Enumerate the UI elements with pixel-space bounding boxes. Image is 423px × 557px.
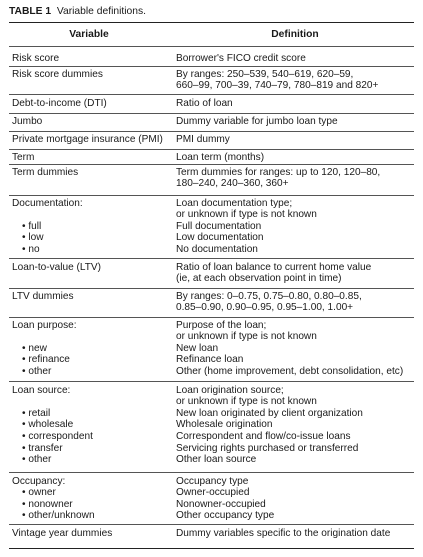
definition-cell: Purpose of the loan;	[176, 319, 267, 331]
row-separator	[9, 164, 414, 165]
definition-cell: Occupancy type	[176, 475, 249, 487]
definition-cell: Other (home improvement, debt consolidation, etc)	[176, 365, 404, 377]
variable-cell: • other	[22, 454, 52, 466]
column-header-definition: Definition	[271, 29, 319, 40]
definition-cell: Dummy variable for jumbo loan type	[176, 115, 338, 127]
definition-cell: Full documentation	[176, 220, 262, 232]
variable-cell: • owner	[22, 487, 56, 499]
variable-cell: Loan-to-value (LTV)	[12, 261, 102, 273]
variable-cell: Jumbo	[12, 115, 43, 127]
definition-cell: Correspondent and flow/co-issue loans	[176, 430, 351, 442]
row-separator	[9, 317, 414, 318]
column-header-variable: Variable	[69, 29, 109, 40]
top-rule	[9, 22, 414, 23]
variable-cell: • other/unknown	[22, 510, 95, 522]
variable-cell: Loan purpose:	[12, 319, 77, 331]
definition-cell: No documentation	[176, 243, 258, 255]
header-rule	[9, 46, 414, 47]
variable-cell: Vintage year dummies	[12, 527, 113, 539]
definition-cell: Other occupancy type	[176, 510, 275, 522]
variable-cell: Risk score dummies	[12, 68, 103, 80]
definition-cell: Owner-occupied	[176, 487, 250, 499]
row-separator	[9, 113, 414, 114]
variable-cell: Loan source:	[12, 384, 71, 396]
row-separator	[9, 288, 414, 289]
variable-cell: • nonowner	[22, 498, 73, 510]
variable-cell: Risk score	[12, 52, 60, 64]
definition-cell: or unknown if type is not known	[176, 209, 317, 221]
row-separator	[9, 472, 414, 473]
row-separator	[9, 195, 414, 196]
definition-cell: Loan term (months)	[176, 151, 265, 163]
variable-cell: • retail	[22, 407, 51, 419]
table-title: Variable definitions.	[56, 6, 146, 17]
variable-cell: Term	[12, 151, 35, 163]
variable-cell: • low	[22, 232, 44, 244]
variable-cell: • transfer	[22, 442, 63, 454]
table-caption	[9, 6, 146, 17]
definition-cell: 0.85–0.90, 0.90–0.95, 0.95–1.00, 1.00+	[176, 302, 354, 314]
definition-cell: New loan originated by client organization	[176, 407, 363, 419]
row-separator	[9, 524, 414, 525]
variable-cell: Documentation:	[12, 197, 83, 209]
variable-cell: • full	[22, 220, 42, 232]
definition-cell: Ratio of loan balance to current home value	[176, 261, 372, 273]
definition-cell: Nonowner-occupied	[176, 498, 266, 510]
definition-cell: 660–99, 700–39, 740–79, 780–819 and 820+	[176, 80, 379, 92]
definition-cell: Dummy variables specific to the origination date	[176, 527, 391, 539]
variable-cell: Private mortgage insurance (PMI)	[12, 133, 163, 145]
variable-cell: Term dummies	[12, 166, 79, 178]
bottom-rule	[9, 548, 414, 549]
variable-cell: Debt-to-income (DTI)	[12, 97, 107, 109]
definition-cell: Loan origination source;	[176, 384, 284, 396]
definition-cell: Servicing rights purchased or transferred	[176, 442, 359, 454]
definition-cell: Term dummies for ranges: up to 120, 120–80,	[176, 166, 381, 178]
definition-cell: Other loan source	[176, 454, 257, 466]
row-separator	[9, 131, 414, 132]
definition-cell: or unknown if type is not known	[176, 331, 317, 343]
variable-cell: LTV dummies	[12, 290, 74, 302]
definition-cell: Wholesale origination	[176, 419, 273, 431]
row-separator	[9, 149, 414, 150]
variable-cell: • wholesale	[22, 419, 74, 431]
row-separator	[9, 94, 414, 95]
row-separator	[9, 66, 414, 67]
definition-cell: Low documentation	[176, 232, 264, 244]
table-label: TABLE 1	[9, 6, 52, 17]
definition-cell: Loan documentation type;	[176, 197, 293, 209]
definition-cell: New loan	[176, 342, 219, 354]
definition-cell: or unknown if type is not known	[176, 396, 317, 408]
definition-cell: (ie, at each observation point in time)	[176, 273, 342, 285]
variable-cell: • correspondent	[22, 430, 93, 442]
definition-cell: By ranges: 250–539, 540–619, 620–59,	[176, 68, 354, 80]
variable-cell: • no	[22, 243, 40, 255]
definition-cell: By ranges: 0–0.75, 0.75–0.80, 0.80–0.85,	[176, 290, 362, 302]
definition-cell: Ratio of loan	[176, 97, 233, 109]
variable-cell: • refinance	[22, 354, 70, 366]
variable-cell: • other	[22, 365, 52, 377]
row-separator	[9, 381, 414, 382]
definition-cell: Borrower's FICO credit score	[176, 52, 306, 64]
definition-cell: 180–240, 240–360, 360+	[176, 178, 289, 190]
variable-cell: • new	[22, 342, 47, 354]
row-separator	[9, 258, 414, 259]
definition-cell: PMI dummy	[176, 133, 230, 145]
definition-cell: Refinance loan	[176, 354, 244, 366]
variable-cell: Occupancy:	[12, 475, 66, 487]
